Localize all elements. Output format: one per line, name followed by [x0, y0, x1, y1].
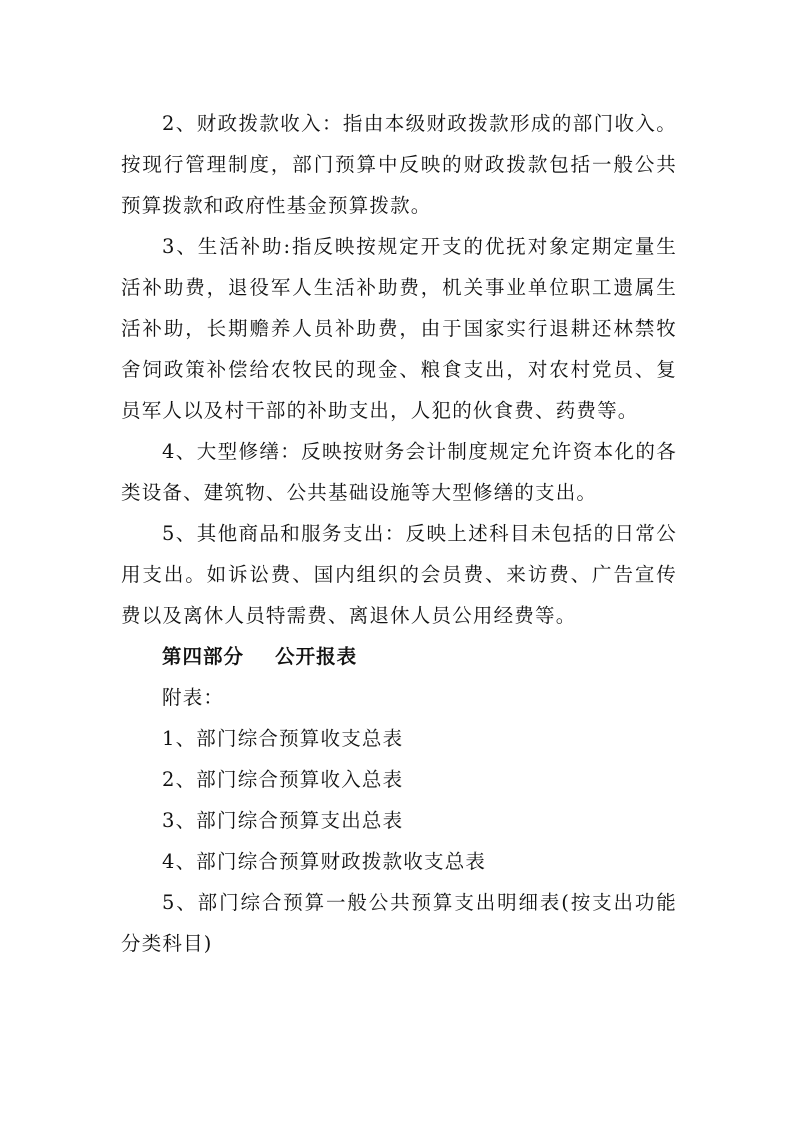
- attachment-item-5: 5、部门综合预算一般公共预算支出明细表(按支出功能分类科目): [121, 891, 677, 955]
- paragraph-fiscal-appropriation-income: 2、财政拨款收入：指由本级财政拨款形成的部门收入。按现行管理制度，部门预算中反映的财政拨款包括一般公共预算拨款和政府性基金预算拨款。: [121, 112, 677, 217]
- attachment-item-2: 2、部门综合预算收入总表: [162, 768, 404, 791]
- section-heading: 第四部分 公开报表: [162, 645, 358, 668]
- page-content: [121, 103, 677, 964]
- attachment-item-1: 1、部门综合预算收支总表: [162, 727, 404, 750]
- paragraph-other-goods-services: 5、其他商品和服务支出：反映上述科目未包括的日常公用支出。如诉讼费、国内组织的会员费、来访费、广告宣传费以及离休人员特需费、离退休人员公用经费等。: [121, 522, 677, 627]
- attachment-item-4: 4、部门综合预算财政拨款收支总表: [162, 850, 487, 873]
- paragraph-living-subsidy: 3、生活补助:指反映按规定开支的优抚对象定期定量生活补助费，退役军人生活补助费，机关事业单位职工遗属生活补助，长期赡养人员补助费，由于国家实行退耕还林禁牧舍饲政策补偿给农牧民的现金、粮食支出，对农村党员、复员军人以及村干部的补助支出，人犯的伙食费、药费等。: [121, 235, 677, 422]
- attachment-item-3: 3、部门综合预算支出总表: [162, 809, 404, 832]
- paragraph-major-repairs: 4、大型修缮：反映按财务会计制度规定允许资本化的各类设备、建筑物、公共基础设施等大型修缮的支出。: [121, 440, 677, 504]
- attachments-label: 附表：: [162, 686, 225, 709]
